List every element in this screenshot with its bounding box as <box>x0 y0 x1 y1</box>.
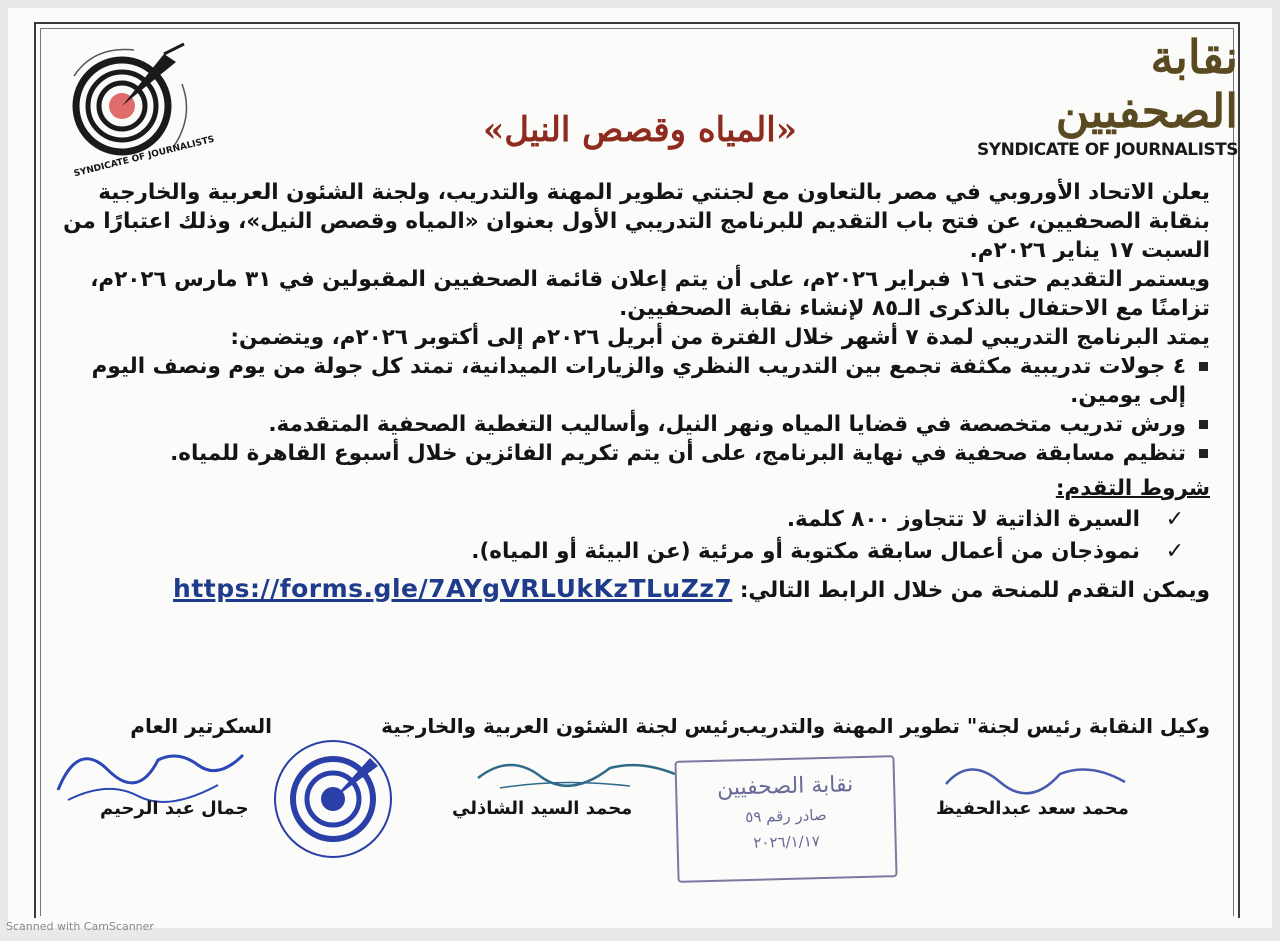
square-bullet-icon <box>1199 420 1208 429</box>
secretary-name: جمال عبد الرحيم <box>100 798 249 819</box>
check-icon: ✓ <box>1165 539 1184 564</box>
arab-affairs-title: رئيس لجنة الشئون العربية والخارجية <box>381 714 740 738</box>
scanner-watermark: Scanned with CamScanner <box>6 920 154 933</box>
list-item <box>58 352 1210 410</box>
brand-english: SYNDICATE OF JOURNALISTS <box>977 140 1238 160</box>
apply-line <box>58 574 1210 605</box>
bullet-text: تنظيم مسابقة صحفية في نهاية البرنامج، على أن يتم تكريم الفائزين خلال أسبوع القاهرة للمياه. <box>170 441 1186 466</box>
apply-text: ويمكن التقدم للمنحة من خلال الرابط التالي: <box>739 578 1210 603</box>
stamp-number: صادر رقم ٥٩ <box>745 805 827 827</box>
conditions-heading: شروط التقدم: <box>1055 476 1210 501</box>
secretary-title: السكرتير العام <box>130 714 272 738</box>
condition-text: السيرة الذاتية لا تتجاوز ٨٠٠ كلمة. <box>786 507 1140 532</box>
arab-affairs-name: محمد السيد الشاذلي <box>452 798 633 819</box>
document-body <box>58 178 1210 605</box>
conditions-list <box>58 505 1210 566</box>
list-item <box>58 410 1210 439</box>
intro-paragraph: يعلن الاتحاد الأوروبي في مصر بالتعاون مع لجنتي تطوير المهنة والتدريب، ولجنة الشئون العربية والخارجية بنقابة الصحفيين، عن فتح باب التقديم للبرنامج التدريبي الأول بعنوان «المياه وقصص النيل»، وذلك اعتبارًا من السبت ١٧ يناير ٢٠٢٦م. <box>63 180 1210 263</box>
syndicate-emblem-left <box>44 36 216 180</box>
outgoing-stamp <box>674 755 897 883</box>
list-item <box>58 505 1184 534</box>
stamp-title: نقابة الصحفيين <box>716 772 854 801</box>
deputy-signature-icon <box>940 752 1130 802</box>
bullet-text: ٤ جولات تدريبية مكثفة تجمع بين التدريب النظري والزيارات الميدانية، تمتد كل جولة من يوم ونصف اليوم إلى يومين. <box>91 354 1186 408</box>
square-bullet-icon <box>1199 449 1208 458</box>
brand-arabic: نقابة الصحفيين <box>1055 30 1238 138</box>
emblem-caption: SYNDICATE OF JOURNALISTS <box>72 134 216 180</box>
document-title: «المياه وقصص النيل» <box>483 110 797 150</box>
program-paragraph: يمتد البرنامج التدريبي لمدة ٧ أشهر خلال الفترة من أبريل ٢٠٢٦م إلى أكتوبر ٢٠٢٦م، ويتضمن: <box>230 325 1210 350</box>
program-bullets <box>58 352 1210 468</box>
syndicate-seal-icon <box>258 724 408 874</box>
list-item <box>58 537 1184 566</box>
bullet-text: ورش تدريب متخصصة في قضايا المياه ونهر النيل، وأساليب التغطية الصحفية المتقدمة. <box>268 412 1186 437</box>
deputy-name: محمد سعد عبدالحفيظ <box>936 798 1129 819</box>
check-icon: ✓ <box>1165 507 1184 532</box>
stamp-date: ٢٠٢٦/١/١٧ <box>753 832 821 852</box>
square-bullet-icon <box>1199 362 1208 371</box>
condition-text: نموذجان من أعمال سابقة مكتوبة أو مرئية (عن البيئة أو المياه). <box>471 539 1140 564</box>
deputy-title: وكيل النقابة رئيس لجنة" تطوير المهنة والتدريب <box>738 714 1210 738</box>
application-link[interactable]: https://forms.gle/7AYgVRLUkKzTLuZz7 <box>173 574 733 603</box>
arab-affairs-signature-icon <box>470 748 680 798</box>
syndicate-logo-right <box>968 30 1238 160</box>
list-item <box>58 439 1210 468</box>
dates-paragraph: ويستمر التقديم حتى ١٦ فبراير ٢٠٢٦م، على أن يتم إعلان قائمة الصحفيين المقبولين في ٣١ مارس ٢٠٢٦م، تزامنًا مع الاحتفال بالذكرى الـ٨٥ لإنشاء نقابة الصحفيين. <box>90 267 1210 321</box>
